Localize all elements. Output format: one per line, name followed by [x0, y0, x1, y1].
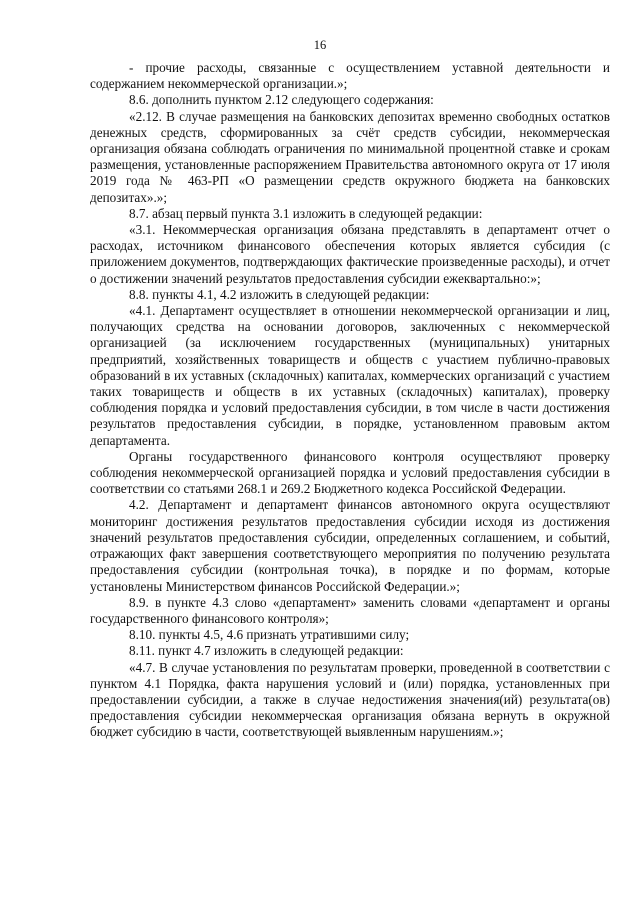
paragraph-8-6: 8.6. дополнить пунктом 2.12 следующего содержания: — [129, 92, 434, 108]
paragraph-4-1: «4.1. Департамент осуществляет в отношении некоммерческой организации и лиц, получающих средства на основании договоров, заключенных с некоммерческой организацией (за исключением государственных (муниципальных) унитарных предприятий, хозяйственных товариществ и обществ с участием публично-правовых образований в их уставных (складочных) капиталах, коммерческих организаций с участием таких товариществ и обществ в их уставных (складочных) капиталах), проверку соблюдения порядка и условий предоставления субсидии, в том числе в части достижения результатов предоставления субсидии, в порядке, установленном правовым актом департамента. — [90, 303, 610, 448]
paragraph-3-1: «3.1. Некоммерческая организация обязана представлять в департамент отчет о расходах, источником финансового обеспечения которых является субсидия (с приложением документов, подтверждающих фактические произведенные расходы), и отчет о достижении значений результатов предоставления субсидии ежеквартально:»; — [90, 222, 610, 286]
paragraph-8-11: 8.11. пункт 4.7 изложить в следующей редакции: — [129, 643, 404, 659]
paragraph-financial-control: Органы государственного финансового контроля осуществляют проверку соблюдения некоммерческой организацией порядка и условий предоставления субсидии в соответствии со статьями 268.1 и 269.2 Бюджетного кодекса Российской Федерации. — [90, 448, 610, 497]
page-number: 16 — [313, 38, 327, 52]
paragraph-4-2: 4.2. Департамент и департамент финансов автономного округа осуществляют мониторинг достижения результатов предоставления субсидии исходя из достижения значений результатов предоставления субсидии, определенных соглашением, и событий, отражающих факт завершения соответствующего мероприятия по получению результата предоставления субсидии (контрольная точка), в порядке и по формам, которые установлены Министерством финансов Российской Федерации.»; — [90, 497, 610, 594]
paragraph-8-10: 8.10. пункты 4.5, 4.6 признать утратившими силу; — [129, 627, 410, 643]
paragraph-8-8: 8.8. пункты 4.1, 4.2 изложить в следующей редакции: — [129, 286, 430, 302]
document-body — [90, 60, 610, 741]
paragraph-4-7: «4.7. В случае установления по результатам проверки, проведенной в соответствии с пунктом 4.1 Порядка, факта нарушения условий и (или) порядка, установленных при предоставлении субсидии, а также в случае недостижения значения(ий) результата(ов) предоставления субсидии некоммерческая организация обязана вернуть в окружной бюджет субсидию в части, соответствующей выявленным нарушениям.»; — [90, 659, 610, 740]
paragraph-2-12: «2.12. В случае размещения на банковских депозитах временно свободных остатков денежных средств, сформированных за счёт средств субсидии, некоммерческая организация обязана соблюдать ограничения по минимальной процентной ставке и срокам размещения, установленные распоряжением Правительства автономного округа от 17 июля 2019 года № 463-РП «О размещении средств окружного бюджета на банковских депозитах».»; — [90, 108, 610, 205]
paragraph-other-expenses: - прочие расходы, связанные с осуществлением уставной деятельности и содержанием некоммерческой организации.»; — [90, 60, 610, 92]
paragraph-8-9: 8.9. в пункте 4.3 слово «департамент» заменить словами «департамент и органы государственного финансового контроля»; — [90, 594, 610, 626]
paragraph-8-7: 8.7. абзац первый пункта 3.1 изложить в следующей редакции: — [129, 205, 483, 221]
